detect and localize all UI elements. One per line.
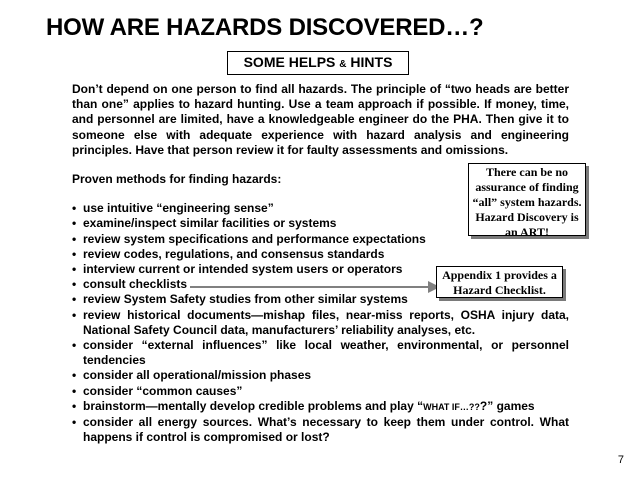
subtitle-amp: &	[339, 59, 347, 70]
what-if-text: WHAT IF…??	[423, 401, 480, 412]
body-text	[72, 82, 569, 445]
page-number: 7	[617, 454, 624, 466]
list-item: • consider all operational/mission phases	[72, 368, 569, 383]
list-item: • consider all energy sources. What’s necessary to keep them under control. What happens if control is compromised or lost?	[72, 415, 569, 445]
brainstorm-text: brainstorm—mentally develop credible problems and play “	[83, 398, 424, 413]
list-item: • examine/inspect similar facilities or systems	[72, 216, 569, 231]
proven-methods-heading: Proven methods for finding hazards:	[72, 172, 282, 187]
list-item: • review system specifications and performance expectations	[72, 232, 569, 247]
subtitle-tail: HINTS	[350, 54, 393, 70]
subtitle-box	[227, 51, 409, 75]
list-item: • consider “external influences” like local weather, environmental, or personnel tendencies	[72, 338, 569, 368]
list-item: • consider “common causes”	[72, 384, 569, 399]
appendix-callout-box: Appendix 1 provides a Hazard Checklist.	[436, 266, 563, 298]
list-item-brainstorm	[72, 399, 569, 415]
methods-list	[72, 201, 569, 445]
list-item: • interview current or intended system users or operators	[72, 262, 569, 277]
list-item: • use intuitive “engineering sense”	[72, 201, 569, 216]
list-item: • consult checklists	[72, 277, 569, 292]
arrow-icon	[190, 280, 440, 294]
brainstorm-tail: ?” games	[479, 398, 535, 413]
subtitle-main: SOME HELPS	[243, 54, 336, 70]
intro-paragraph: Don’t depend on one person to find all hazards. The principle of “two heads are better than one” applies to hazard hunting. Use a team approach if possible. If money, time, and personnel are limited, have a knowledgeable engineer do the PHA. Then give it to someone else with adequate experience with hazard analysis and engineering principles. Have that person review it for faulty assessments and omissions.	[72, 82, 569, 157]
art-callout-box: There can be no assurance of finding “all” system hazards. Hazard Discovery is an ART!	[468, 163, 586, 236]
list-item: • review System Safety studies from other similar systems	[72, 292, 569, 307]
list-item: • review historical documents—mishap files, near-miss reports, OSHA injury data, National Safety Council data, manufacturers’ reliability analyses, etc.	[72, 308, 569, 338]
page-title: HOW ARE HAZARDS DISCOVERED…?	[46, 14, 484, 41]
list-item: • review codes, regulations, and consensus standards	[72, 247, 569, 262]
